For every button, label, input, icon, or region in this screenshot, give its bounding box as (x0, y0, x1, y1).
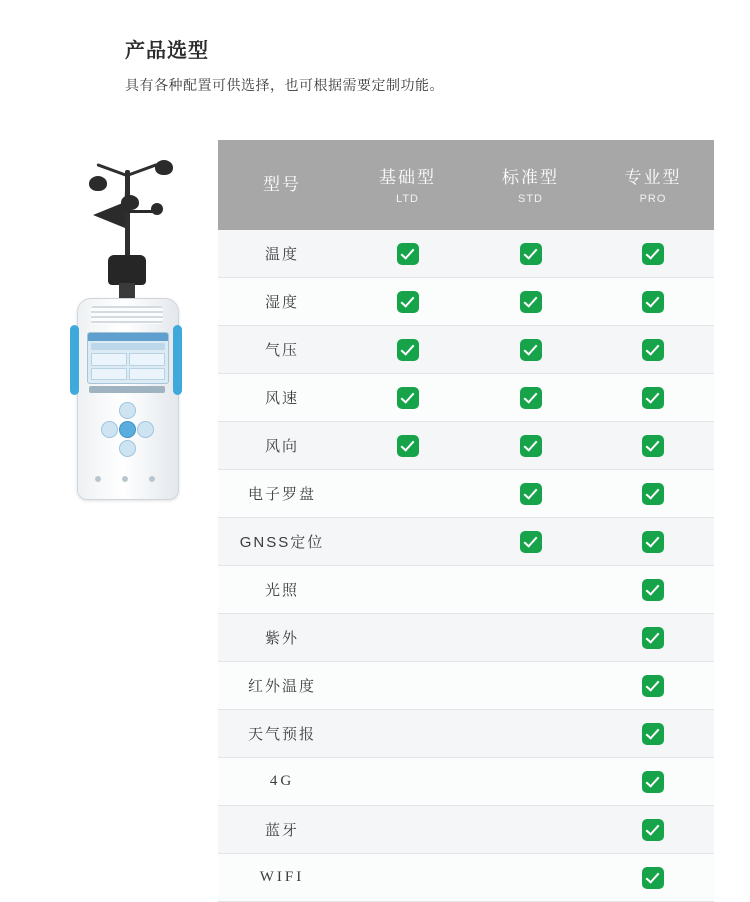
table-header-row (218, 140, 714, 230)
check-icon (397, 243, 419, 265)
feature-pro-cell (592, 806, 714, 854)
feature-std-cell (469, 662, 592, 710)
feature-ltd-cell (346, 278, 469, 326)
screen-readout-cell (129, 368, 165, 381)
device-keypad (99, 402, 155, 458)
feature-name-cell: 紫外 (218, 614, 346, 662)
check-icon (642, 387, 664, 409)
feature-name-cell: 电子罗盘 (218, 470, 346, 518)
feature-ltd-cell (346, 518, 469, 566)
check-icon (520, 531, 542, 553)
feature-std-cell (469, 230, 592, 278)
table-row (218, 854, 714, 902)
feature-name-cell: 蓝牙 (218, 806, 346, 854)
feature-std-cell (469, 758, 592, 806)
keypad-left-icon (101, 421, 118, 438)
screen-status-row (91, 343, 165, 350)
wind-vane-nose-icon (151, 203, 163, 215)
feature-std-cell (469, 326, 592, 374)
feature-pro-cell (592, 230, 714, 278)
table-row (218, 278, 714, 326)
check-icon (642, 291, 664, 313)
empty-mark (397, 577, 419, 599)
check-icon (520, 387, 542, 409)
sensor-housing (108, 255, 146, 285)
port-dot-icon (95, 476, 101, 482)
device-grip-right (173, 325, 182, 395)
anemometer-arm-icon (96, 163, 127, 177)
feature-name-cell: 风速 (218, 374, 346, 422)
check-icon (642, 435, 664, 457)
handheld-device-body (77, 298, 179, 500)
feature-name-cell: 光照 (218, 566, 346, 614)
feature-pro-cell (592, 710, 714, 758)
feature-ltd-cell (346, 662, 469, 710)
feature-name-cell: 风向 (218, 422, 346, 470)
check-icon (520, 339, 542, 361)
feature-std-cell (469, 806, 592, 854)
feature-std-cell (469, 470, 592, 518)
empty-mark (520, 577, 542, 599)
check-icon (397, 387, 419, 409)
check-icon (397, 339, 419, 361)
empty-mark (397, 529, 419, 551)
check-icon (642, 531, 664, 553)
table-row (218, 326, 714, 374)
product-illustration (55, 140, 205, 510)
table-row (218, 374, 714, 422)
feature-ltd-cell (346, 230, 469, 278)
feature-name-cell: 天气预报 (218, 710, 346, 758)
feature-name-cell: 红外温度 (218, 662, 346, 710)
feature-pro-cell (592, 662, 714, 710)
feature-pro-cell (592, 566, 714, 614)
device-screen (87, 332, 169, 384)
table-row (218, 566, 714, 614)
empty-mark (397, 481, 419, 503)
empty-mark (397, 673, 419, 695)
check-icon (642, 819, 664, 841)
feature-std-cell (469, 614, 592, 662)
table-row (218, 518, 714, 566)
page-subtitle: 具有各种配置可供选择，也可根据需要定制功能。 (125, 77, 444, 93)
feature-name-cell: GNSS定位 (218, 518, 346, 566)
check-icon (642, 579, 664, 601)
check-icon (642, 339, 664, 361)
empty-mark (520, 625, 542, 647)
empty-mark (397, 817, 419, 839)
feature-std-cell (469, 422, 592, 470)
table-row (218, 422, 714, 470)
anemometer-cup-icon (155, 160, 173, 175)
sensor-neck (119, 283, 135, 299)
device-vent-grille (91, 306, 163, 324)
screen-readout-grid (91, 353, 165, 380)
feature-pro-cell (592, 518, 714, 566)
feature-ltd-cell (346, 374, 469, 422)
device-brand-strip (89, 386, 165, 393)
anemometer-arm-icon (126, 163, 157, 177)
check-icon (520, 291, 542, 313)
column-header-ltd: 基础型 LTD (346, 140, 469, 230)
page-title: 产品选型 (125, 40, 209, 62)
check-icon (642, 627, 664, 649)
keypad-down-icon (119, 440, 136, 457)
screen-readout-cell (91, 368, 127, 381)
check-icon (642, 675, 664, 697)
table-row (218, 470, 714, 518)
feature-ltd-cell (346, 758, 469, 806)
feature-ltd-cell (346, 326, 469, 374)
feature-std-cell (469, 710, 592, 758)
feature-pro-cell (592, 278, 714, 326)
keypad-right-icon (137, 421, 154, 438)
check-icon (397, 435, 419, 457)
feature-ltd-cell (346, 470, 469, 518)
check-icon (520, 243, 542, 265)
check-icon (642, 483, 664, 505)
anemometer-cup-icon (89, 176, 107, 191)
product-spec-table (218, 140, 714, 902)
screen-readout-cell (129, 353, 165, 366)
table-row (218, 758, 714, 806)
empty-mark (520, 817, 542, 839)
table-row (218, 230, 714, 278)
device-bottom-ports (95, 476, 155, 482)
feature-ltd-cell (346, 422, 469, 470)
check-icon (642, 723, 664, 745)
empty-mark (397, 721, 419, 743)
feature-ltd-cell (346, 566, 469, 614)
table-row (218, 662, 714, 710)
feature-ltd-cell (346, 806, 469, 854)
feature-name-cell: 湿度 (218, 278, 346, 326)
feature-pro-cell (592, 614, 714, 662)
check-icon (642, 243, 664, 265)
feature-std-cell (469, 518, 592, 566)
table-row (218, 614, 714, 662)
column-header-std: 标准型 STD (469, 140, 592, 230)
feature-name-cell: 4G (218, 758, 346, 806)
feature-pro-cell (592, 326, 714, 374)
feature-ltd-cell (346, 710, 469, 758)
check-icon (397, 291, 419, 313)
feature-name-cell: 温度 (218, 230, 346, 278)
feature-std-cell (469, 566, 592, 614)
column-header-model: 型号 (218, 140, 346, 230)
feature-pro-cell (592, 470, 714, 518)
keypad-up-icon (119, 402, 136, 419)
feature-ltd-cell (346, 854, 469, 902)
feature-std-cell (469, 278, 592, 326)
power-dot-icon (149, 476, 155, 482)
feature-name-cell: 气压 (218, 326, 346, 374)
empty-mark (397, 769, 419, 791)
port-dot-icon (122, 476, 128, 482)
device-grip-left (70, 325, 79, 395)
empty-mark (520, 721, 542, 743)
feature-pro-cell (592, 374, 714, 422)
feature-ltd-cell (346, 614, 469, 662)
check-icon (642, 771, 664, 793)
table-row (218, 806, 714, 854)
feature-std-cell (469, 374, 592, 422)
feature-pro-cell (592, 758, 714, 806)
column-header-pro: 专业型 PRO (592, 140, 714, 230)
feature-pro-cell (592, 854, 714, 902)
screen-title-bar (88, 333, 168, 341)
empty-mark (520, 673, 542, 695)
keypad-ok-icon (119, 421, 136, 438)
feature-name-cell: WIFI (218, 854, 346, 902)
check-icon (520, 483, 542, 505)
empty-mark (520, 769, 542, 791)
empty-mark (397, 625, 419, 647)
check-icon (520, 435, 542, 457)
table-row (218, 710, 714, 758)
screen-readout-cell (91, 353, 127, 366)
check-icon (642, 867, 664, 889)
feature-std-cell (469, 854, 592, 902)
feature-pro-cell (592, 422, 714, 470)
wind-vane-icon (93, 202, 125, 228)
